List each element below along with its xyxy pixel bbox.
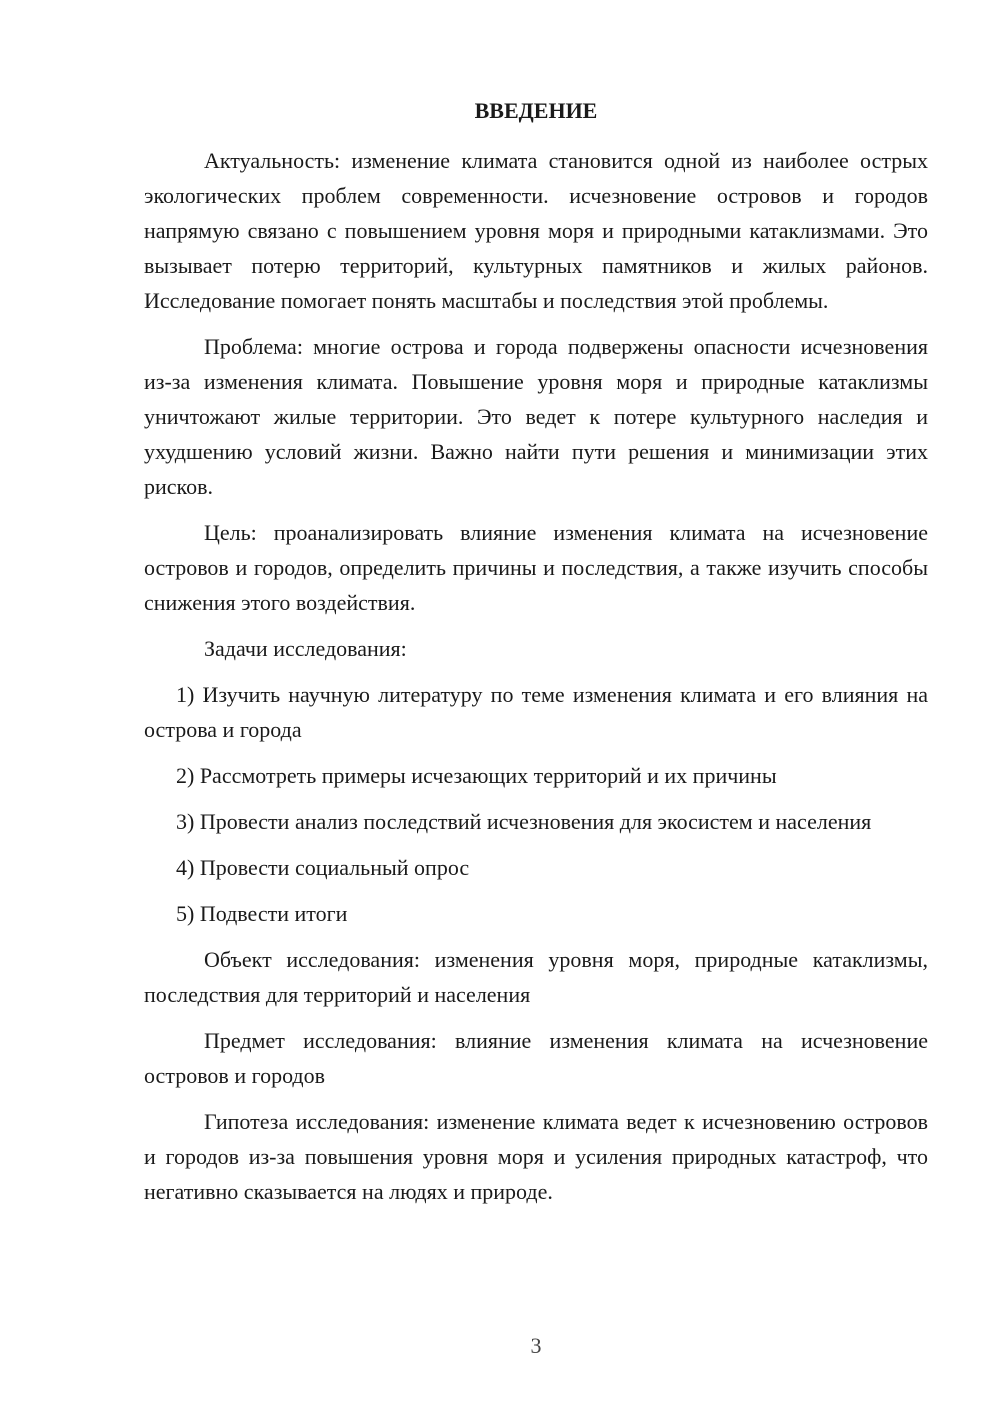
hypothesis-paragraph: Гипотеза исследования: изменение климата ведет к исчезновению островов и городов из-за повышения уровня моря и усиления природных катастроф, что негативно сказывается на людях и природе. <box>144 1109 928 1204</box>
page-title: ВВЕДЕНИЕ <box>474 98 598 123</box>
problem-paragraph: Проблема: многие острова и города подвержены опасности исчезновения из-за изменения климата. Повышение уровня моря и природные катаклизмы уничтожают жилые территории. Это ведет к потере культурного наследия и ухудшению условий жизни. Важно найти пути решения и минимизации этих рисков. <box>144 334 928 499</box>
task-item-2: 2) Рассмотреть примеры исчезающих территорий и их причины <box>176 763 777 788</box>
document-body <box>144 143 928 1220</box>
task-item-5: 5) Подвести итоги <box>176 901 348 926</box>
page-number: 3 <box>530 1333 542 1358</box>
goal-paragraph: Цель: проанализировать влияние изменения климата на исчезновение островов и городов, определить причины и последствия, а также изучить способы снижения этого воздействия. <box>144 520 928 615</box>
task-item-4: 4) Провести социальный опрос <box>176 855 470 880</box>
task-item-1: 1) Изучить научную литературу по теме изменения климата и его влияния на острова и города <box>144 682 928 742</box>
object-paragraph: Объект исследования: изменения уровня моря, природные катаклизмы, последствия для территорий и населения <box>144 947 928 1007</box>
tasks-heading: Задачи исследования: <box>204 636 407 661</box>
relevance-paragraph: Актуальность: изменение климата становится одной из наиболее острых экологических проблем современности. исчезновение островов и городов напрямую связано с повышением уровня моря и природными катаклизмами. Это вызывает потерю территорий, культурных памятников и жилых районов. Исследование помогает понять масштабы и последствия этой проблемы. <box>144 148 928 313</box>
subject-paragraph: Предмет исследования: влияние изменения климата на исчезновение островов и городов <box>144 1028 928 1088</box>
task-item-3: 3) Провести анализ последствий исчезновения для экосистем и населения <box>176 809 872 834</box>
